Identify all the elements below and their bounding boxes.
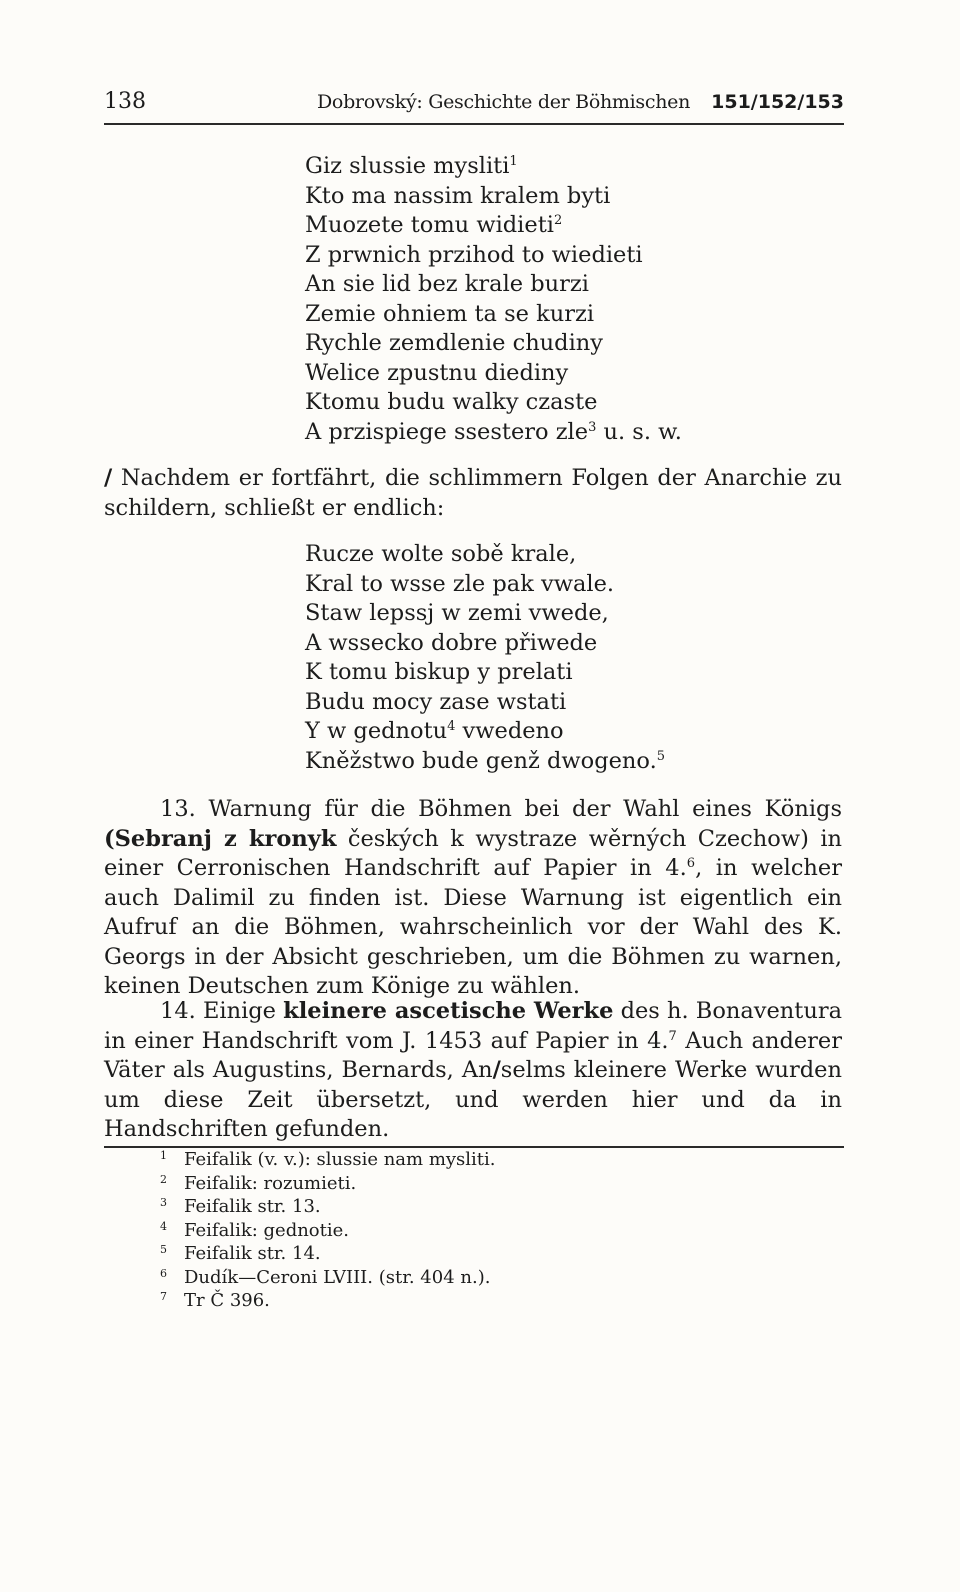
footnote: 4 Feifalik: gednotie. (160, 1219, 350, 1241)
bold-term: kleinere ascetische Werke (283, 998, 614, 1024)
verse-line: Kněžstwo bude genž dwogeno.$^5$ (305, 747, 665, 774)
verse-block-1 (305, 152, 682, 447)
footnote: 1 Feifalik (v. v.): slussie nam mysliti. (160, 1149, 496, 1170)
footnote-ref: 5 (656, 748, 665, 764)
running-title: Dobrovský: Geschichte der Böhmischen (317, 91, 691, 113)
verse-line: Rucze wolte sobě krale, (305, 541, 577, 567)
footnotes (160, 1148, 496, 1313)
footnote-ref: 4 (447, 719, 456, 734)
footnote-ref: 7 (668, 1028, 677, 1044)
verse-line: Budu mocy zase wstati (305, 688, 567, 715)
page-break-marker: / (492, 1057, 501, 1083)
verse-line: Kral to wsse zle pak vwale. (305, 570, 615, 597)
verse-line: Rychle zemdlenie chudiny (305, 330, 603, 356)
verse-line: K tomu biskup y prelati (305, 659, 573, 685)
bold-title: (Sebranj z kronyk (104, 825, 337, 852)
verse-line: A przispiege ssestero zle$^3$ u. s. w. (305, 418, 682, 445)
verse-line: An sie lid bez krale burzi (305, 271, 589, 297)
verse-line: Zemie ohniem ta se kurzi (305, 300, 595, 327)
paragraph-nachdem: / Nachdem er fortfährt, die schlimmern Folgen der Anarchie zu schildern, schließt er endlich: (104, 465, 842, 521)
section-number: 13. (160, 796, 196, 822)
verse-line: A wssecko dobre přiwede (305, 629, 598, 656)
verse-line: Staw lepssj w zemi vwede, (305, 600, 609, 626)
verse-line: Y w gednotu$^4$ vwedeno (305, 718, 564, 744)
footnote: 5 Feifalik str. 14. (160, 1243, 321, 1264)
footnote-ref: 3 (588, 419, 597, 435)
page-header (104, 89, 844, 125)
footnote-ref: 2 (553, 213, 563, 228)
paragraph-14: 14. Einige kleinere ascetische Werke des h. Bonaventura in einer Handschrift vom J. 1453 auf Papier in 4.$^7$ Auch anderer Väter als Augustins, Bernards, An/selms kleinere Werke wurden um diese Zeit übersetzt, und werden hier und da in Handschriften gefunden. (104, 998, 843, 1142)
verse-line: Welice zpustnu diediny (305, 359, 569, 386)
page-break-marker: / (104, 465, 113, 491)
paragraph-13: 13. Warnung für die Böhmen bei der Wahl eines Königs (Sebranj z kronyk českých k wystraze wěrných Czechow) in einer Cerronischen Handschrift auf Papier in 4.$^6$, in welcher auch Dalimil zu finden ist. Diese Warnung ist eigentlich ein Aufruf an die Böhmen, wahrscheinlich vor der Wahl des K. Georgs in der Absicht geschrieben, um die Böhmen zu warnen, keinen Deutschen zum Könige zu wählen. (104, 796, 842, 999)
folio-reference: 151/152/153 (711, 91, 844, 113)
verse-block-2 (305, 540, 665, 776)
footnote-ref: 6 (686, 856, 696, 871)
footnote: 3 Feifalik str. 13. (160, 1196, 321, 1217)
verse-line: Ktomu budu walky czaste (305, 389, 598, 415)
verse-line: Giz slussie mysliti$^1$ (305, 153, 518, 179)
footnote: 7 Tr Č 396. (160, 1290, 270, 1311)
page-number: 138 (104, 89, 146, 114)
section-number: 14. (160, 998, 196, 1024)
verse-line: Muozete tomu widieti$^2$ (305, 212, 563, 238)
verse-line: Z prwnich przihod to wiedieti (305, 241, 643, 268)
footnote: 6 Dudík—Ceroni LVIII. (str. 404 n.). (160, 1266, 491, 1288)
verse-line: Kto ma nassim kralem byti (305, 182, 611, 209)
footnote: 2 Feifalik: rozumieti. (160, 1172, 357, 1194)
footnote-ref: 1 (509, 154, 518, 169)
